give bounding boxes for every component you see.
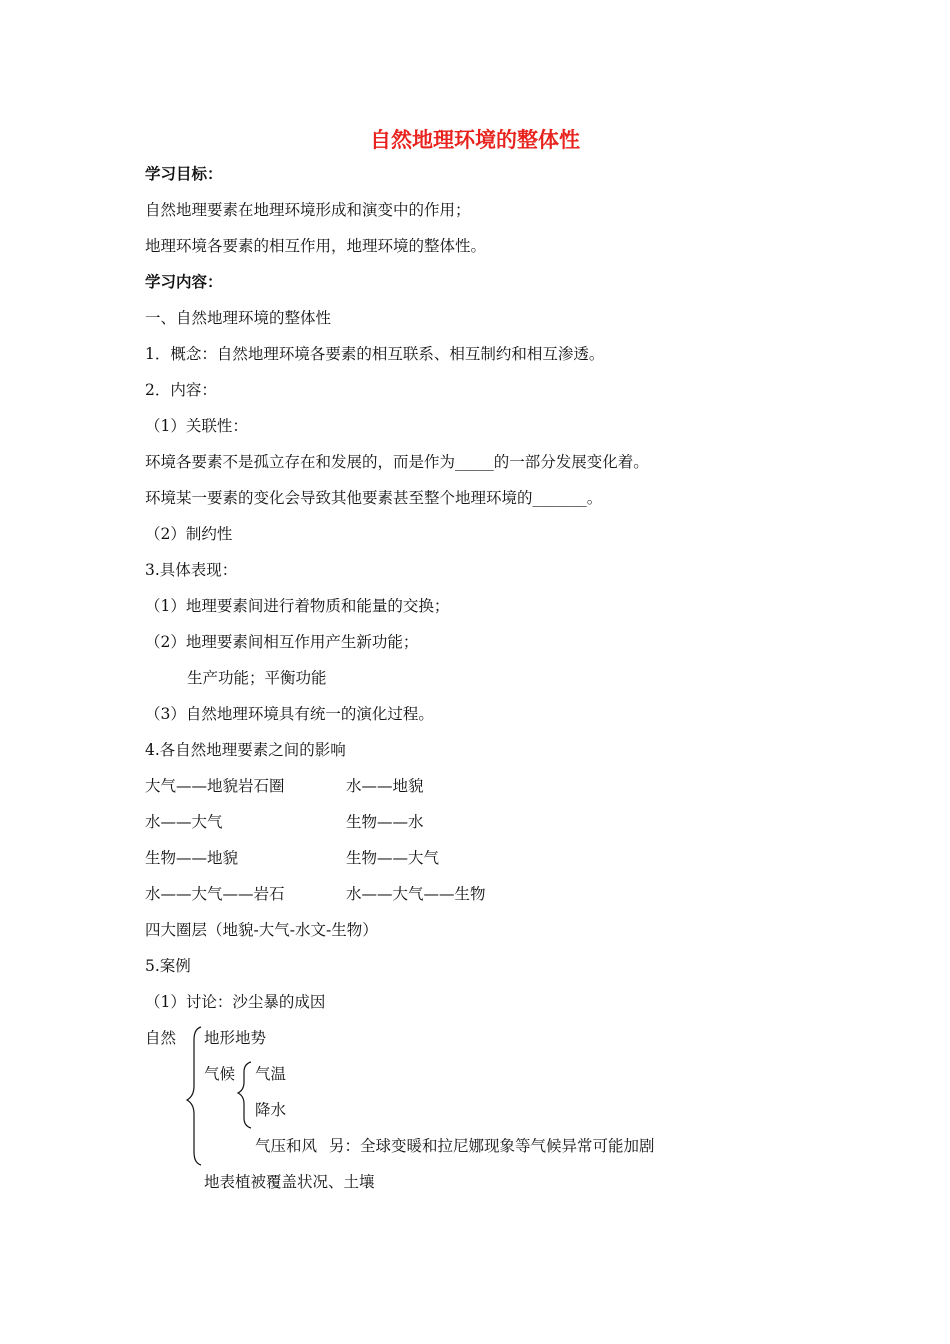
pair-left-3: 生物——地貌	[145, 849, 239, 867]
tree-temperature: 气温	[255, 1065, 287, 1083]
content-heading: 学习内容：	[145, 273, 223, 291]
inner-brace	[238, 1062, 251, 1128]
manifest-label: 3.具体表现：	[145, 561, 238, 579]
tree-precipitation: 降水	[255, 1101, 287, 1119]
relevance-line-1: 环境各要素不是孤立存在和发展的，而是作为_____的一部分发展变化着。	[145, 453, 649, 471]
pair-right-3: 生物——大气	[346, 849, 440, 867]
pair-right-4: 水——大气——生物	[346, 885, 486, 903]
case-label: 5.案例	[145, 957, 191, 975]
pair-left-1: 大气——地貌岩石圈	[145, 777, 285, 795]
section-heading: 一、自然地理环境的整体性	[145, 309, 332, 327]
objectives-heading: 学习目标：	[145, 165, 223, 183]
spheres-line: 四大圈层（地貌-大气-水文-生物）	[145, 921, 378, 939]
objective-item-1: 自然地理要素在地理环境形成和演变中的作用；	[145, 201, 471, 219]
pair-left-2: 水——大气	[145, 813, 223, 831]
relevance-line-2: 环境某一要素的变化会导致其他要素甚至整个地理环境的_______。	[145, 489, 603, 507]
tree-root: 自然	[145, 1029, 177, 1047]
manifest-item-3: （3）自然地理环境具有统一的演化过程。	[145, 705, 434, 723]
manifest-item-2: （2）地理要素间相互作用产生新功能；	[145, 633, 419, 651]
objective-item-2: 地理环境各要素的相互作用，地理环境的整体性。	[145, 237, 487, 255]
tree-surface: 地表植被覆盖状况、土壤	[204, 1173, 375, 1191]
discussion-label: （1）讨论：沙尘暴的成因	[145, 993, 326, 1011]
relevance-label: （1）关联性：	[145, 417, 248, 435]
tree-note: 另：全球变暖和拉尼娜现象等气候异常可能加剧	[329, 1137, 655, 1155]
tree-climate: 气候	[204, 1065, 236, 1083]
influence-label: 4.各自然地理要素之间的影响	[145, 741, 346, 759]
content-label: 2．内容：	[145, 381, 217, 399]
tree-terrain: 地形地势	[204, 1029, 267, 1047]
pair-right-2: 生物——水	[346, 813, 424, 831]
manifest-item-1: （1）地理要素间进行着物质和能量的交换；	[145, 597, 450, 615]
restriction-label: （2）制约性	[145, 525, 233, 543]
pair-right-1: 水——地貌	[346, 777, 424, 795]
page-title: 自然地理环境的整体性	[370, 128, 580, 152]
pair-left-4: 水——大气——岩石	[145, 885, 285, 903]
manifest-item-2-sub: 生产功能；平衡功能	[187, 669, 327, 687]
tree-pressure: 气压和风	[255, 1137, 318, 1155]
concept-line: 1．概念：自然地理环境各要素的相互联系、相互制约和相互渗透。	[145, 345, 605, 363]
outer-brace	[187, 1027, 201, 1165]
